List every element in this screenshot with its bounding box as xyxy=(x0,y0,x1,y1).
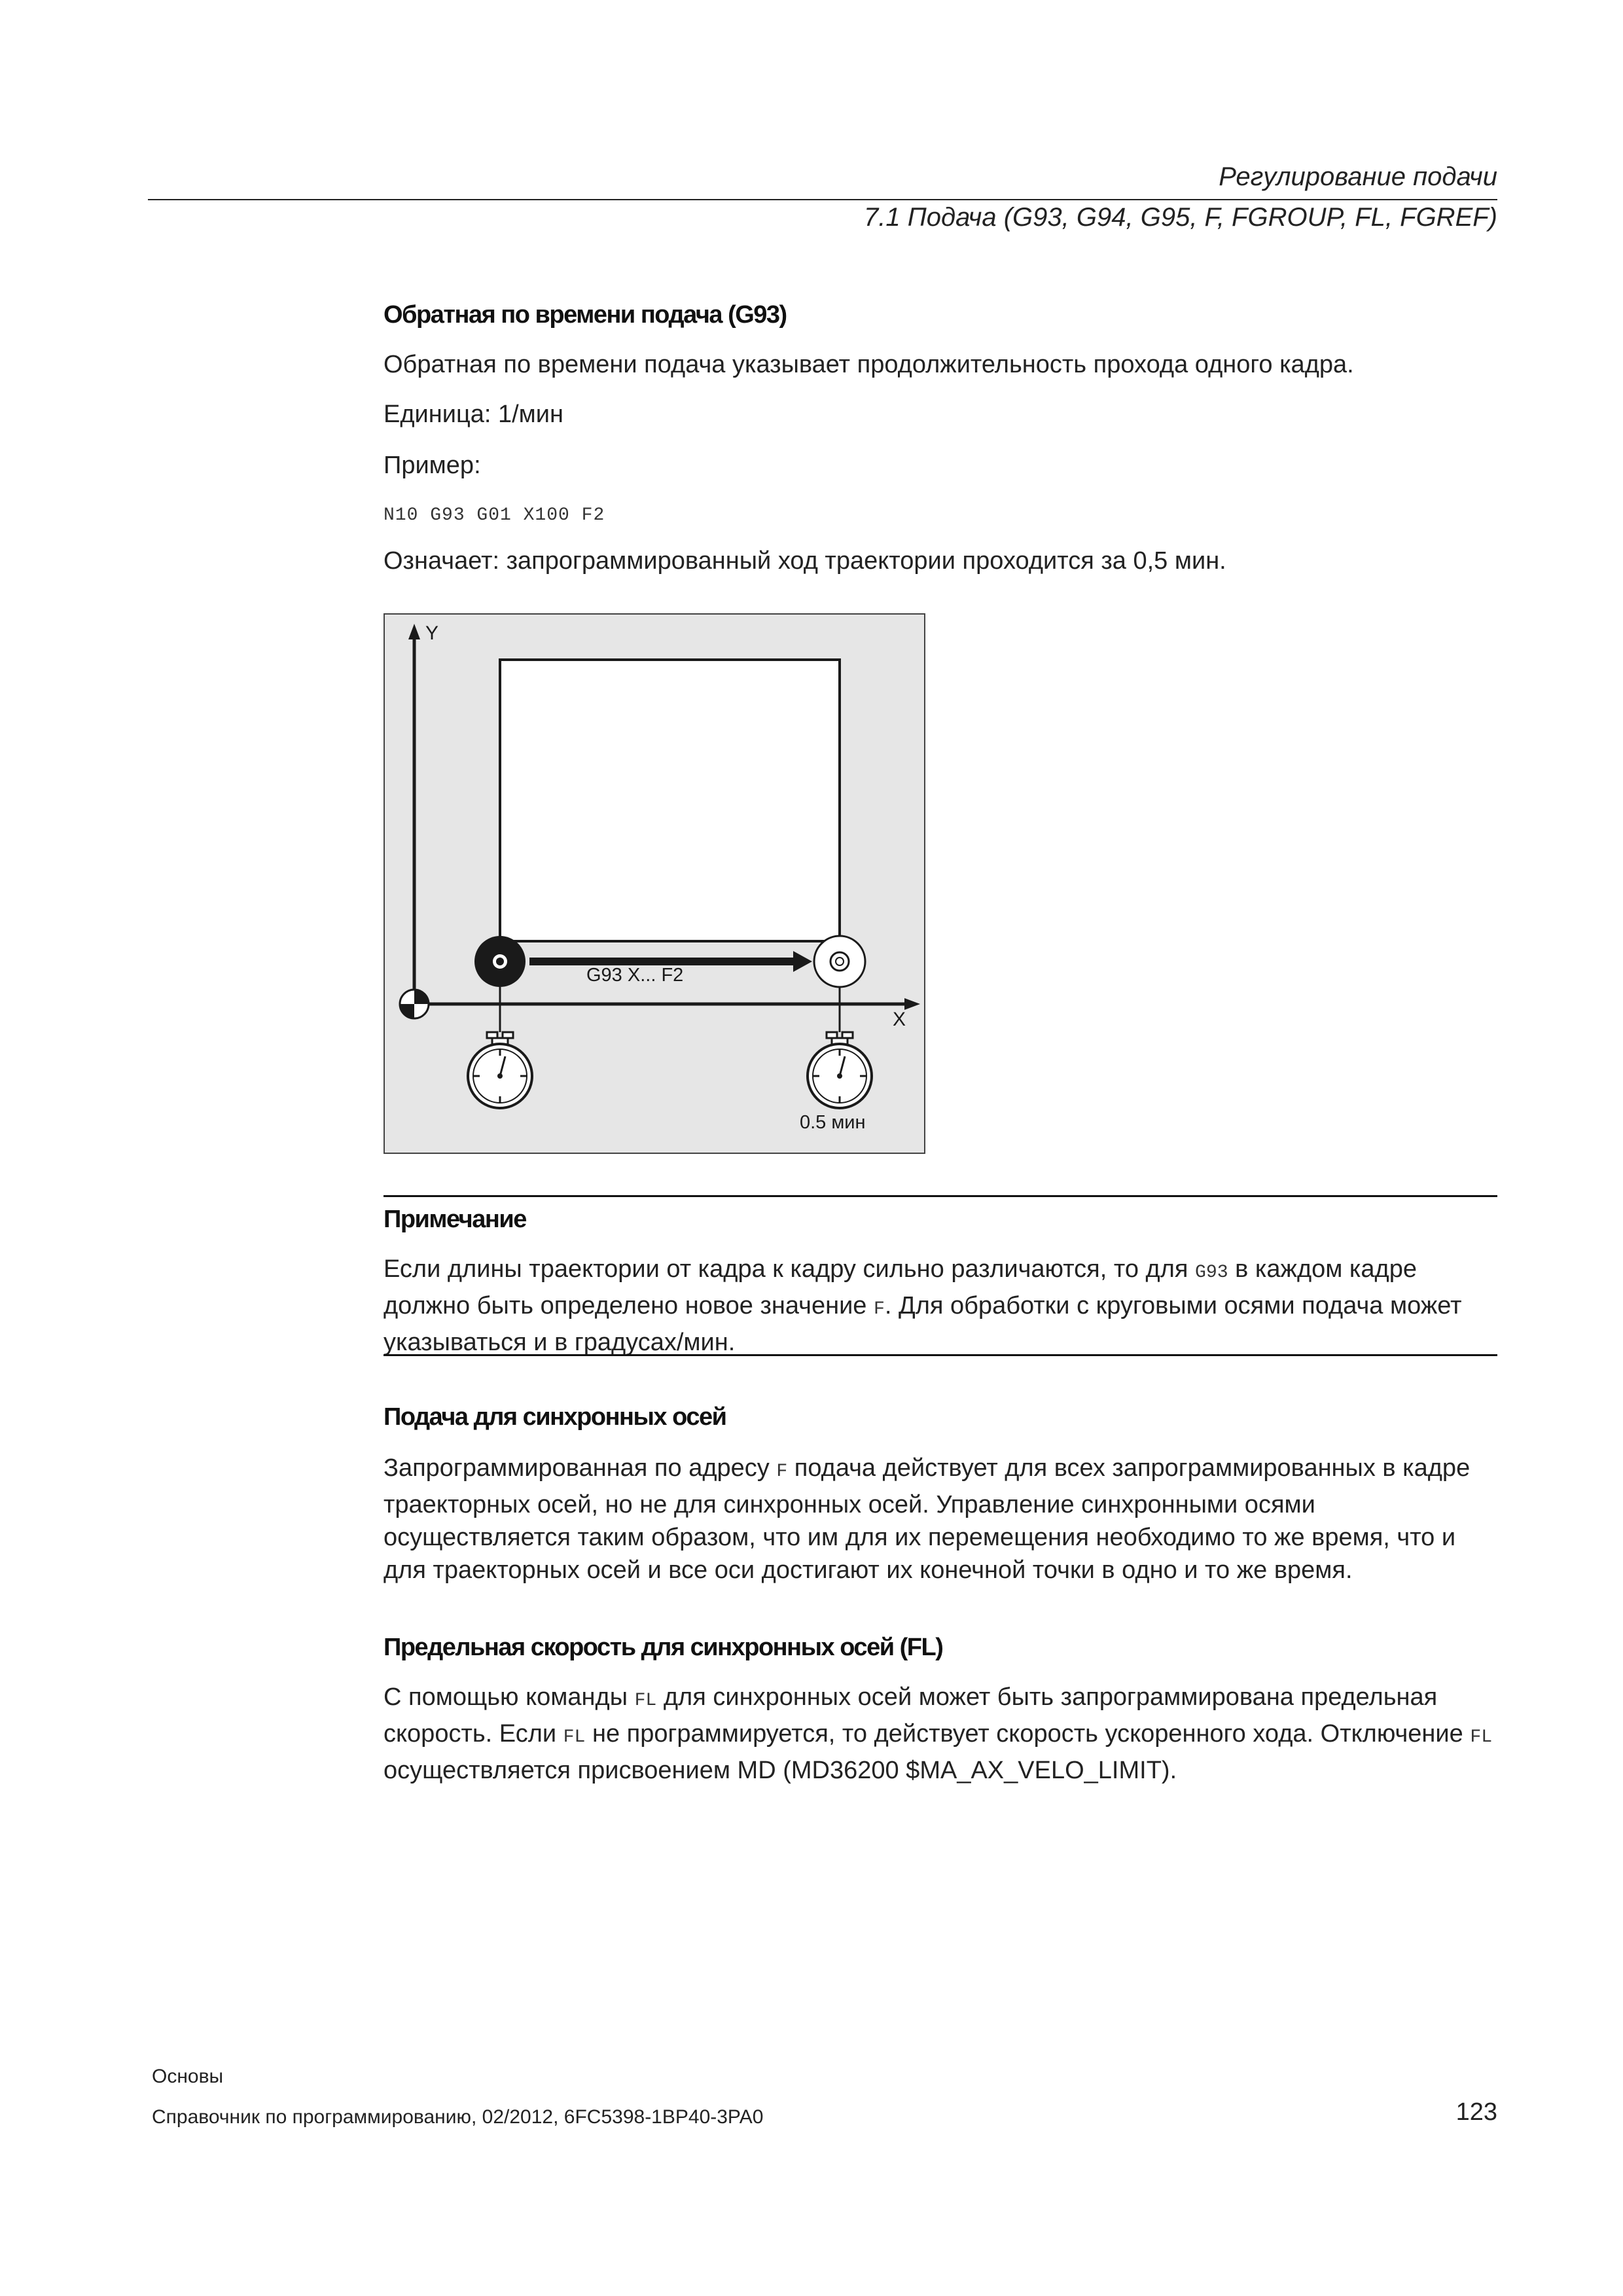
g93-paragraph: Обратная по времени подача указывает продолжительность прохода одного кадра. xyxy=(383,351,1354,378)
heading-fl: Предельная скорость для синхронных осей (FL) xyxy=(383,1634,943,1661)
fl-paragraph: С помощью команды FL для синхронных осей может быть запрограммирована предельная скорость. Если FL не программируется, то действует скорость ускоренного хода. Отключение FL осуществляется присвоением MD (MD36200 $MA_AX_VELO_LIMIT). xyxy=(383,1683,1493,1784)
time-label: 0.5 мин xyxy=(800,1112,866,1133)
heading-g93: Обратная по времени подача (G93) xyxy=(383,301,787,329)
footer-book: Основы xyxy=(152,2066,224,2087)
note-title: Примечание xyxy=(383,1206,526,1233)
heading-sync-axes: Подача для синхронных осей xyxy=(383,1403,726,1431)
g93-unit: Единица: 1/мин xyxy=(383,401,563,428)
y-axis-label: Y xyxy=(425,622,439,644)
note-bottom-rule xyxy=(383,1354,1497,1356)
g93-meaning: Означает: запрограммированный ход траектории проходится за 0,5 мин. xyxy=(383,547,1226,575)
chapter-title: Регулирование подачи xyxy=(1219,162,1497,191)
start-point-icon xyxy=(474,936,526,987)
note-text: Если длины траектории от кадра к кадру сильно различаются, то для G93 в каждом кадре должно быть определено новое значение F. Для обработки с круговыми осями подача может указываться и в градусах/мин. xyxy=(383,1255,1462,1356)
origin-icon xyxy=(400,990,429,1018)
movement-label: G93 X... F2 xyxy=(586,965,684,986)
contour-rectangle xyxy=(500,660,840,941)
section-title: 7.1 Подача (G93, G94, G95, F, FGROUP, FL, FGREF) xyxy=(864,203,1497,232)
sync-axes-paragraph: Запрограммированная по адресу F подача действует для всех запрограммированных в кадре траекторных осей, но не для синхронных осей. Управление синхронными осями осуществляется таким образом, что им для их перемещения необходимо то же время, что и для траекторных осей и все оси достигают их конечной точки в одно и то же время. xyxy=(383,1454,1471,1584)
footer-manual: Справочник по программированию, 02/2012, 6FC5398-1BP40-3PA0 xyxy=(152,2106,764,2128)
feed-diagram xyxy=(383,613,925,1154)
x-axis-label: X xyxy=(893,1009,906,1030)
example-label: Пример: xyxy=(383,452,481,479)
end-point-icon xyxy=(814,936,865,987)
header-rule xyxy=(148,199,1497,200)
note-top-rule xyxy=(383,1195,1497,1197)
code-example: N10 G93 G01 X100 F2 xyxy=(383,505,605,526)
page-number: 123 xyxy=(1455,2098,1497,2126)
